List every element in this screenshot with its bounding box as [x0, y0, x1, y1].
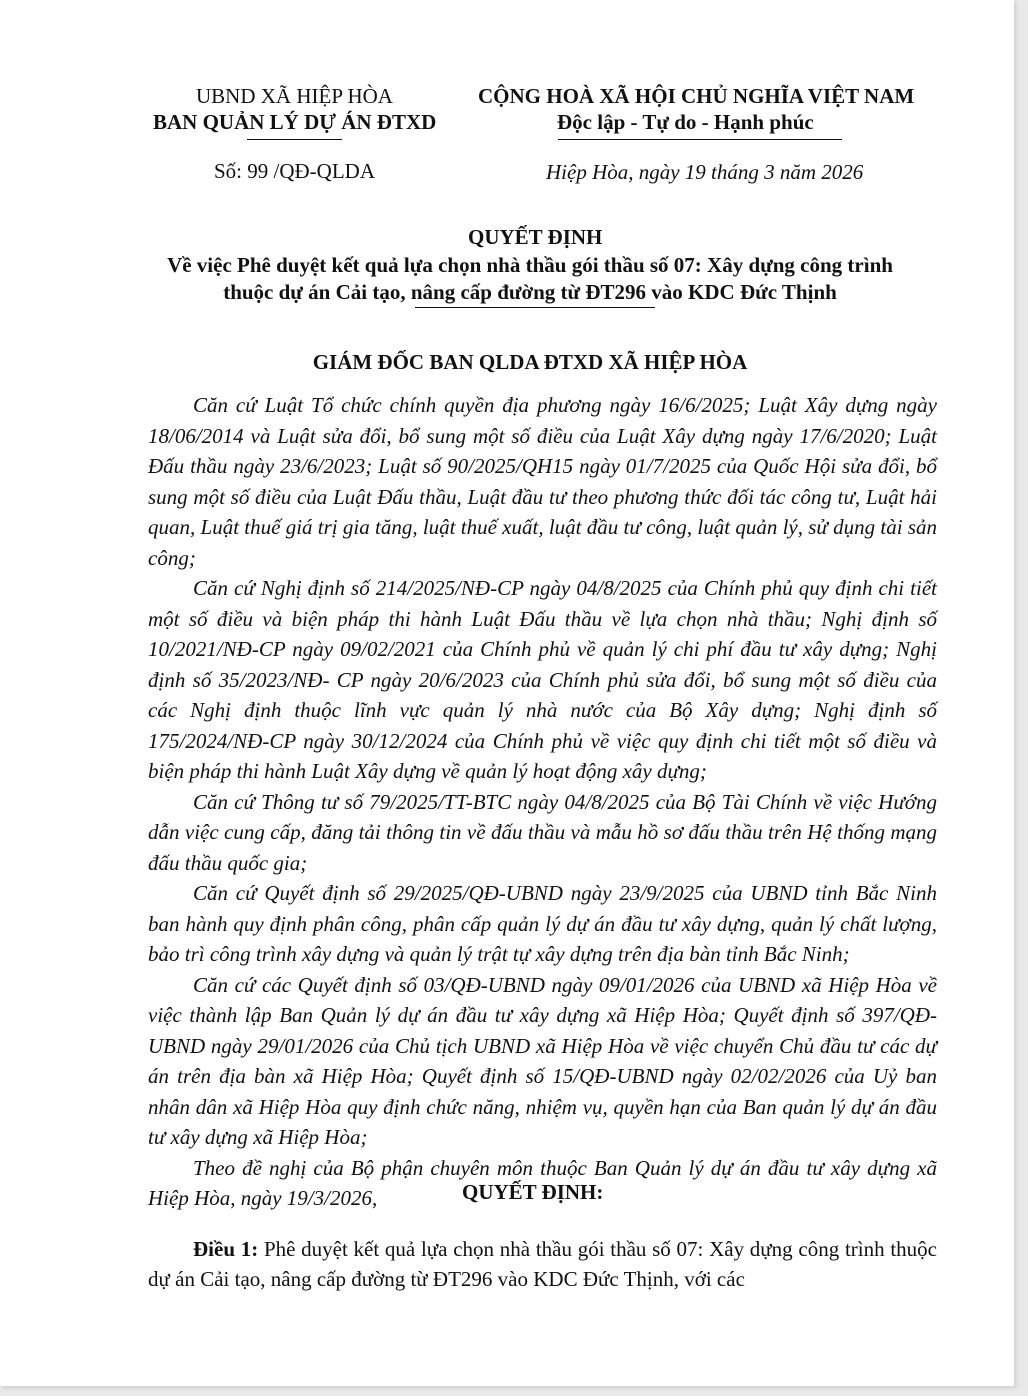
preamble-paragraph: Căn cứ các Quyết định số 03/QĐ-UBND ngày 09/01/2026 của UBND xã Hiệp Hòa về việc thành lập Ban Quản lý dự án đầu tư xây dựng xã Hiệp Hòa; Quyết định số 397/QĐ-UBND ngày 29/01/2026 của Chủ tịch UBND xã Hiệp Hòa về việc chuyển Chủ đầu tư các dự án trên địa bàn xã Hiệp Hòa; Quyết định số 15/QĐ-UBND ngày 02/02/2026 của Uỷ ban nhân dân xã Hiệp Hòa quy định chức năng, nhiệm vụ, quyền hạn của Ban quản lý dự án đầu tư xây dựng xã Hiệp Hòa; [148, 972, 937, 1149]
preamble-paragraph: Theo đề nghị của Bộ phận chuyên môn thuộc Ban Quản lý dự án đầu tư xây dựng xã Hiệp Hòa, ngày 19/3/2026, [148, 1155, 937, 1210]
article-1-text: Phê duyệt kết quả lựa chọn nhà thầu gói thầu số 07: Xây dựng công trình thuộc dự án Cải tạo, nâng cấp đường từ ĐT296 vào KDC Đức Thịnh, với các [148, 1237, 937, 1291]
document-number: Số: 99 /QĐ-QLDA [214, 159, 375, 183]
preamble-paragraph: Căn cứ Thông tư số 79/2025/TT-BTC ngày 04/8/2025 của Bộ Tài Chính về việc Hướng dẫn việc cung cấp, đăng tải thông tin về đấu thầu và mẫu hồ sơ đấu thầu trên Hệ thống mạng đấu thầu quốc gia; [148, 789, 937, 875]
document-subject-line2: thuộc dự án Cải tạo, nâng cấp đường từ ĐT296 vào KDC Đức Thịnh [223, 280, 837, 304]
issuing-authority: GIÁM ĐỐC BAN QLDA ĐTXD XÃ HIỆP HÒA [312, 350, 748, 374]
document-subject-line1: Về việc Phê duyệt kết quả lựa chọn nhà thầu gói thầu số 07: Xây dựng công trình [167, 253, 893, 277]
preamble [148, 390, 937, 1214]
document-title: QUYẾT ĐỊNH [468, 225, 603, 249]
subject-underline [415, 307, 655, 308]
decision-heading: QUYẾT ĐỊNH: [462, 1180, 604, 1204]
preamble-paragraph: Căn cứ Nghị định số 214/2025/NĐ-CP ngày 04/8/2025 của Chính phủ quy định chi tiết một số điều và biện pháp thi hành Luật Đấu thầu về lựa chọn nhà thầu; Nghị định số 10/2021/NĐ-CP ngày 09/02/2021 của Chính phủ về quản lý chi phí đầu tư xây dựng; Nghị định số 35/2023/NĐ- CP ngày 20/6/2023 của Chính phủ sửa đổi, bổ sung một số điều của các Nghị định thuộc lĩnh vực quản lý nhà nước của Bộ Xây dựng; Nghị định số 175/2024/NĐ-CP ngày 30/12/2024 của Chính phủ về việc quy định chi tiết một số điều và biện pháp thi hành Luật Xây dựng về quản lý hoạt động xây dựng; [148, 576, 937, 783]
motto-underline [558, 139, 842, 140]
preamble-paragraph: Căn cứ Luật Tổ chức chính quyền địa phương ngày 16/6/2025; Luật Xây dựng ngày 18/06/2014 và Luật sửa đổi, bổ sung một số điều của Luật Xây dựng ngày 17/6/2020; Luật Đấu thầu ngày 23/6/2023; Luật số 90/2025/QH15 ngày 01/7/2025 của Quốc Hội sửa đổi, bổ sung một số điều của Luật Đấu thầu, Luật đầu tư theo phương thức đối tác công tư, Luật hải quan, Luật thuế giá trị gia tăng, luật thuế xuất, luật đầu tư công, luật quản lý, sử dụng tài sản công; [148, 393, 937, 570]
org-underline [247, 139, 342, 140]
place-date: Hiệp Hòa, ngày 19 tháng 3 năm 2026 [546, 160, 864, 184]
org-name: UBND XÃ HIỆP HÒA [196, 84, 393, 108]
article-1-label: Điều 1: [193, 1237, 259, 1261]
country-name: CỘNG HOÀ XÃ HỘI CHỦ NGHĨA VIỆT NAM [478, 84, 915, 108]
article-1 [148, 1234, 937, 1294]
org-department: BAN QUẢN LÝ DỰ ÁN ĐTXD [153, 110, 437, 134]
national-motto: Độc lập - Tự do - Hạnh phúc [557, 110, 814, 134]
preamble-paragraph: Căn cứ Quyết định số 29/2025/QĐ-UBND ngày 23/9/2025 của UBND tỉnh Bắc Ninh ban hành quy định phân công, phân cấp quản lý dự án đầu tư xây dựng, quản lý chất lượng, bảo trì công trình xây dựng và quản lý trật tự xây dựng trên địa bàn tỉnh Bắc Ninh; [148, 881, 937, 966]
